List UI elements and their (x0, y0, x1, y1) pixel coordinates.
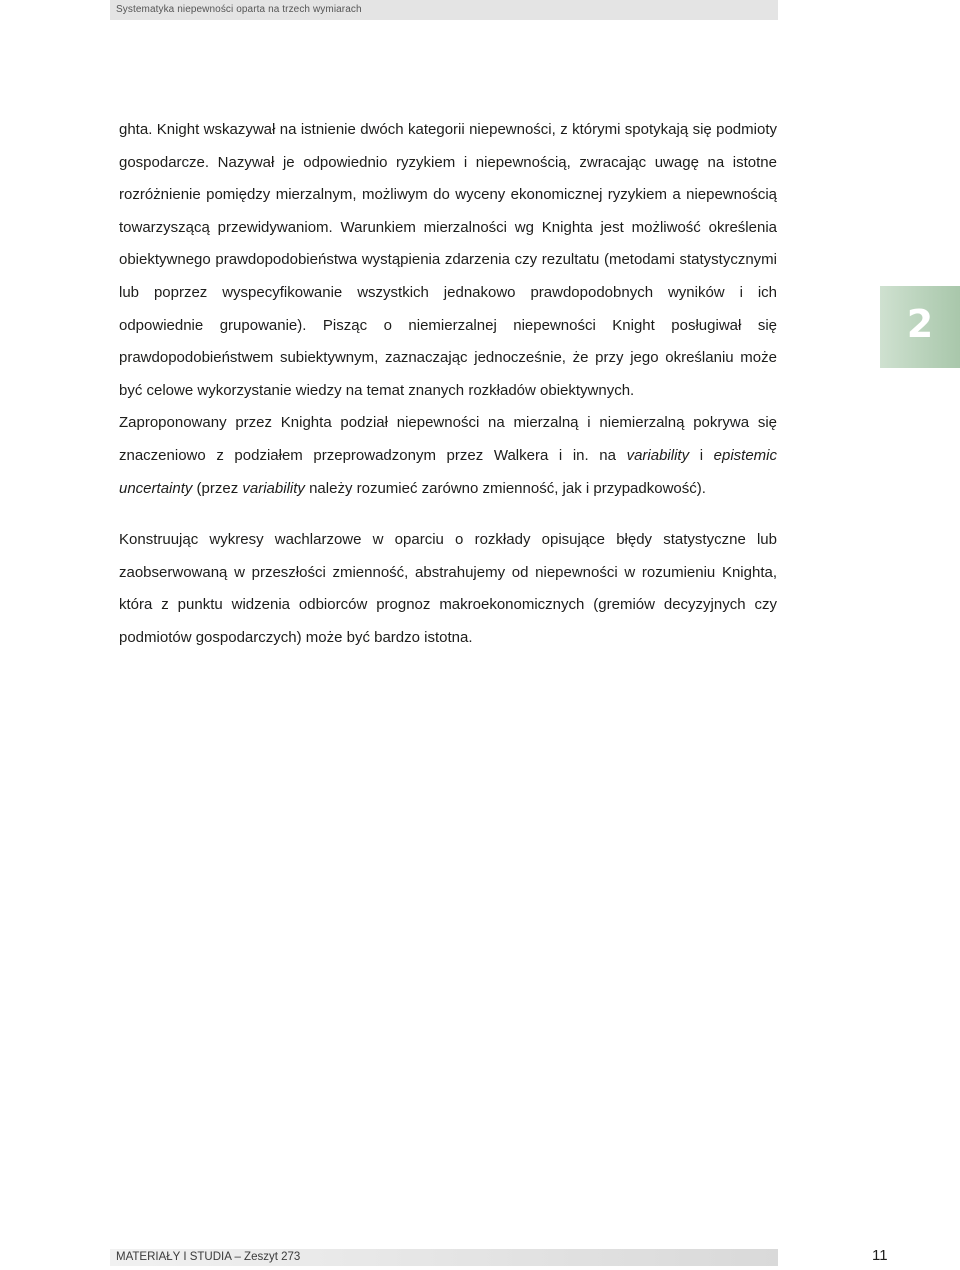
term-variability-2: variability (242, 479, 305, 497)
footer-journal-name: MATERIAŁY I STUDIA (116, 1251, 232, 1263)
page-number: 11 (872, 1247, 888, 1264)
running-header-band (110, 0, 778, 20)
chapter-number: 2 (906, 302, 934, 346)
paragraph-2 (119, 407, 777, 505)
paragraph-2-text-a: Zaproponowany przez Knighta podział niepewności na mierzalną i niemierzalną pokrywa się znaczeniowo z podziałem przeprowadzonym przez Walkera i in. na (119, 414, 777, 464)
paragraph-2-text-e: (przez (192, 479, 243, 497)
running-header-title: Systematyka niepewności oparta na trzech wymiarach (116, 4, 362, 15)
paragraph-1 (119, 114, 777, 407)
paragraph-3 (119, 524, 777, 654)
main-text (119, 114, 777, 655)
paragraph-2-text-g: należy rozumieć zarówno zmienność, jak i przypadkowość). (304, 479, 706, 497)
paragraph-1-text: ghta. Knight wskazywał na istnienie dwóch kategorii niepewności, z którymi spotykają się podmioty gospodarcze. Nazywał je odpowiednio ryzykiem i niepewnością, zwracając uwagę na istotne rozróżnienie pomiędzy mierzalnym, możliwym do wyceny ekonomicznej ryzykiem a niepewnością towarzyszącą przewidywaniom. Warunkiem mierzalności wg Knighta jest możliwość określenia obiektywnego prawdopodobieństwa wystąpienia zdarzenia czy rezultatu (metodami statystycznymi lub poprzez wyspecyfikowanie wszystkich jednakowo prawdopodobnych wyników i ich odpowiednie grupowanie). Pisząc o niemierzalnej niepewności Knight posługiwał się prawdopodobieństwem subiektywnym, zaznaczając jednocześnie, że przy jego określaniu może być celowe wykorzystanie wiedzy na temat znanych rozkładów obiektywnych. (119, 121, 777, 399)
footer-dash: – (231, 1251, 245, 1263)
term-epistemic-uncertainty: epistemic uncertainty (119, 446, 777, 497)
footer-journal (116, 1251, 300, 1263)
term-variability: variability (626, 446, 690, 464)
chapter-tab (880, 286, 960, 368)
footer-issue: Zeszyt 273 (244, 1251, 301, 1263)
paragraph-2-text-c: i (689, 446, 714, 464)
paragraph-3-text: Konstruując wykresy wachlarzowe w oparciu o rozkłady opisujące błędy statystyczne lub zaobserwowaną w przeszłości zmienność, abstrahujemy od niepewności w rozumieniu Knighta, która z punktu widzenia odbiorców prognoz makroekonomicznych (gremiów decyzyjnych czy podmiotów gospodarczych) może być bardzo istotna. (119, 531, 777, 646)
footer-band (110, 1249, 778, 1266)
